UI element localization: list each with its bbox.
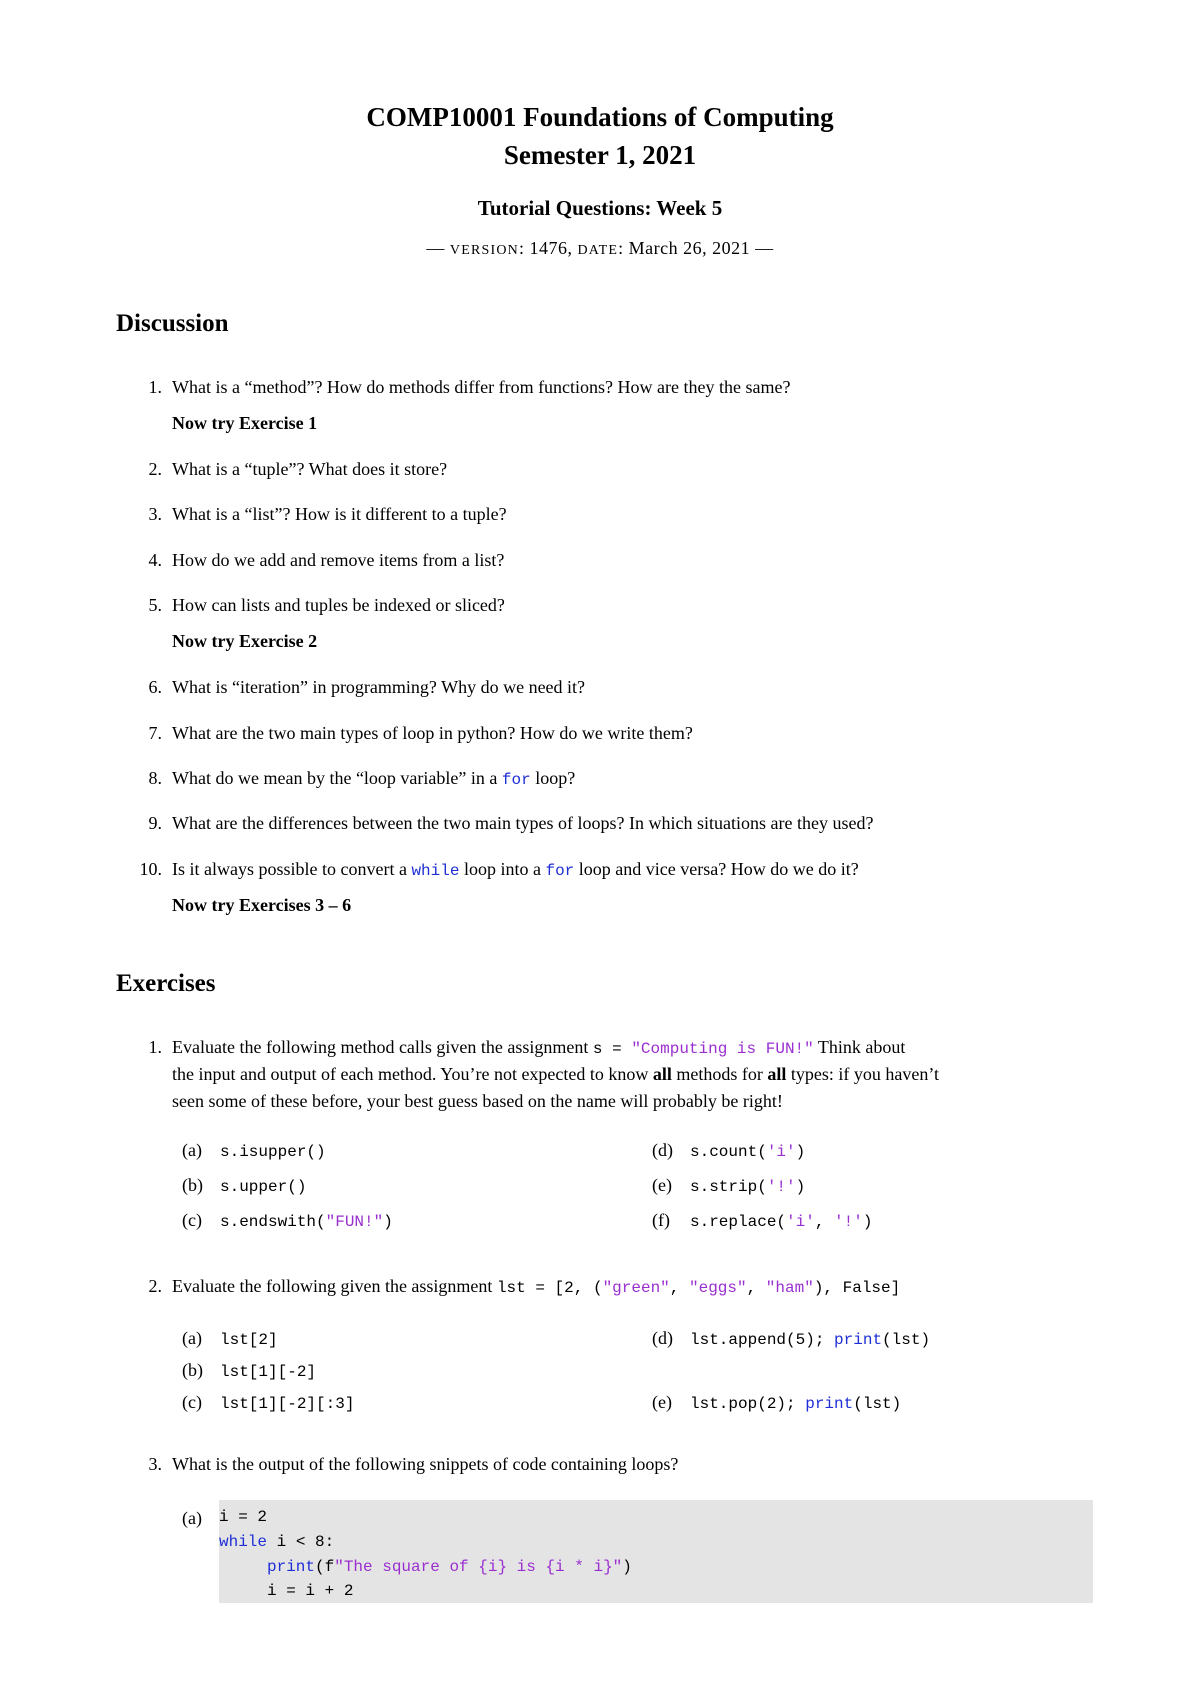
code-line-4: i = i + 2 <box>267 1582 354 1600</box>
code-keyword-print: print <box>805 1395 854 1413</box>
item-number: 3. <box>148 1454 162 1474</box>
code-line-3 <box>267 1558 632 1576</box>
text-part: the input and output of each method. You’re not expected to know <box>172 1064 653 1084</box>
exercise-1-part-f <box>652 1210 872 1231</box>
followup-text: Now try Exercise 1 <box>172 413 318 433</box>
code-string: "green" <box>602 1279 670 1297</box>
course-title: COMP10001 Foundations of Computing <box>366 102 834 132</box>
code-keyword-while: while <box>219 1533 268 1551</box>
exercise-2-text <box>172 1273 1112 1302</box>
text-part: Think about <box>813 1037 906 1057</box>
followup-text: Now try Exercises 3 – 6 <box>172 895 352 915</box>
item-text: What is a “method”? How do methods differ from functions? How are they the same? <box>172 377 791 397</box>
exercise-1-part-b <box>182 1175 306 1196</box>
code-part: ) <box>383 1213 393 1231</box>
code-part: , <box>746 1279 766 1297</box>
item-number: 10. <box>139 859 162 879</box>
item-number: 2. <box>148 459 162 479</box>
text-part: Is it always possible to convert a <box>172 859 412 879</box>
code-string: 'i' <box>766 1143 796 1161</box>
code-keyword-print: print <box>267 1558 316 1576</box>
code-keyword-for: for <box>545 862 575 880</box>
version-label: VERSION <box>449 243 519 258</box>
code-string: '!' <box>766 1178 796 1196</box>
version-dash-right: — <box>755 238 774 258</box>
item-number: 4. <box>148 550 162 570</box>
exercise-1-part-a <box>182 1140 326 1161</box>
code-line-2 <box>219 1533 334 1551</box>
code-part: i < 8: <box>267 1533 335 1551</box>
exercise-2-part-a <box>182 1328 278 1349</box>
code-part: (f <box>315 1558 335 1576</box>
item-number: 3. <box>148 504 162 524</box>
exercise-2-part-c <box>182 1392 354 1413</box>
item-number: 1. <box>148 377 162 397</box>
part-label: (c) <box>182 1392 202 1412</box>
code-line-1: i = 2 <box>219 1508 268 1526</box>
text-line: seen some of these before, your best guess based on the name will probably be right! <box>172 1091 783 1111</box>
code-part: (lst) <box>853 1395 902 1413</box>
date-value: March 26, 2021 <box>628 238 751 258</box>
version-dash-left: — <box>426 238 445 258</box>
item-text <box>172 765 1112 794</box>
code-part: s.strip( <box>690 1178 767 1196</box>
text-part: Evaluate the following given the assignment <box>172 1276 497 1296</box>
date-label: DATE <box>577 243 619 258</box>
text-part: loop and vice versa? How do we do it? <box>574 859 859 879</box>
code-part: s.count( <box>690 1143 767 1161</box>
code-keyword-print: print <box>834 1331 883 1349</box>
part-label: (d) <box>652 1140 673 1160</box>
item-number: 9. <box>148 813 162 833</box>
exercise-1-part-e <box>652 1175 805 1196</box>
code-part: s.endswith( <box>220 1213 326 1231</box>
item-text: What is a “tuple”? What does it store? <box>172 459 448 479</box>
item-text: How can lists and tuples be indexed or sliced? <box>172 595 505 615</box>
code-keyword-while: while <box>411 862 460 880</box>
code-string: "Computing is FUN!" <box>631 1040 814 1058</box>
text-line <box>172 1061 1112 1088</box>
code-part: (lst) <box>882 1331 931 1349</box>
code-string: "The square of {i} is {i * i}" <box>334 1558 623 1576</box>
exercise-3-text: What is the output of the following snippets of code containing loops? <box>172 1454 679 1474</box>
exercises-heading: Exercises <box>116 970 216 997</box>
item-number: 1. <box>148 1037 162 1057</box>
code-part: ) <box>795 1178 806 1196</box>
code-part: lst[2] <box>220 1331 278 1349</box>
code-part: ) <box>795 1143 806 1161</box>
code-part: , <box>814 1213 835 1231</box>
bold-text: all <box>652 1064 672 1084</box>
code-keyword-for: for <box>501 771 531 789</box>
version-value: 1476 <box>529 238 568 258</box>
item-number: 7. <box>148 723 162 743</box>
part-label: (e) <box>652 1175 672 1195</box>
part-label: (e) <box>652 1392 672 1412</box>
code-part: ) <box>622 1558 632 1576</box>
code-string: "FUN!" <box>325 1213 384 1231</box>
discussion-heading: Discussion <box>116 310 229 337</box>
exercise-2-part-d <box>652 1328 930 1349</box>
part-label: (d) <box>652 1328 673 1348</box>
part-label: (b) <box>182 1360 203 1380</box>
text-part: loop into a <box>459 859 546 879</box>
part-label: (f) <box>652 1210 670 1230</box>
item-text: What is “iteration” in programming? Why do we need it? <box>172 677 586 697</box>
part-label: (a) <box>182 1328 202 1348</box>
part-label: (c) <box>182 1210 202 1230</box>
exercise-2-part-b <box>182 1360 316 1381</box>
item-number: 5. <box>148 595 162 615</box>
text-part: loop? <box>530 768 576 788</box>
code-part: lst[1][-2][:3] <box>220 1395 355 1413</box>
exercise-2-part-e <box>652 1392 901 1413</box>
item-text: What is a “list”? How is it different to a tuple? <box>172 504 507 524</box>
bold-text: all <box>767 1064 787 1084</box>
code-part: lst.pop(2); <box>690 1395 806 1413</box>
exercise-3-part-a-label <box>182 1508 220 1529</box>
exercise-1-part-d <box>652 1140 805 1161</box>
followup-text: Now try Exercise 2 <box>172 631 318 651</box>
code-string: '!' <box>834 1213 863 1231</box>
code-string: "eggs" <box>688 1279 747 1297</box>
item-text: How do we add and remove items from a list? <box>172 550 505 570</box>
item-number: 8. <box>148 768 162 788</box>
text-part: methods for <box>671 1064 768 1084</box>
item-text: What are the two main types of loop in python? How do we write them? <box>172 723 693 743</box>
code-part: lst.append(5); <box>690 1331 835 1349</box>
code-string: 'i' <box>786 1213 815 1231</box>
text-part: types: if you haven’t <box>786 1064 940 1084</box>
exercise-1-part-c <box>182 1210 393 1231</box>
semester-title: Semester 1, 2021 <box>503 140 697 170</box>
code-part: ), False] <box>813 1279 901 1297</box>
tutorial-title: Tutorial Questions: Week 5 <box>477 196 723 220</box>
code-part: s = <box>592 1040 632 1058</box>
code-block <box>219 1500 1093 1603</box>
item-number: 2. <box>148 1276 162 1296</box>
code-part: lst[1][-2] <box>220 1363 317 1381</box>
code-part: s.isupper() <box>220 1143 326 1161</box>
item-number: 6. <box>148 677 162 697</box>
item-text: What are the differences between the two main types of loops? In which situations are they used? <box>172 813 874 833</box>
code-part: lst = [2, ( <box>496 1279 603 1297</box>
code-part: s.upper() <box>220 1178 307 1196</box>
item-text <box>172 856 1112 885</box>
part-label: (a) <box>182 1508 202 1528</box>
version-line: — VERSION: 1476, DATE: March 26, 2021 — <box>426 238 774 258</box>
code-part: , <box>669 1279 689 1297</box>
text-part: What do we mean by the “loop variable” in a <box>172 768 502 788</box>
code-string: "ham" <box>765 1279 814 1297</box>
code-part: ) <box>862 1213 873 1231</box>
part-label: (a) <box>182 1140 202 1160</box>
part-label: (b) <box>182 1175 203 1195</box>
code-part: s.replace( <box>690 1213 787 1231</box>
text-part: Evaluate the following method calls given the assignment <box>172 1037 593 1057</box>
exercise-1-line-1 <box>172 1034 1112 1063</box>
